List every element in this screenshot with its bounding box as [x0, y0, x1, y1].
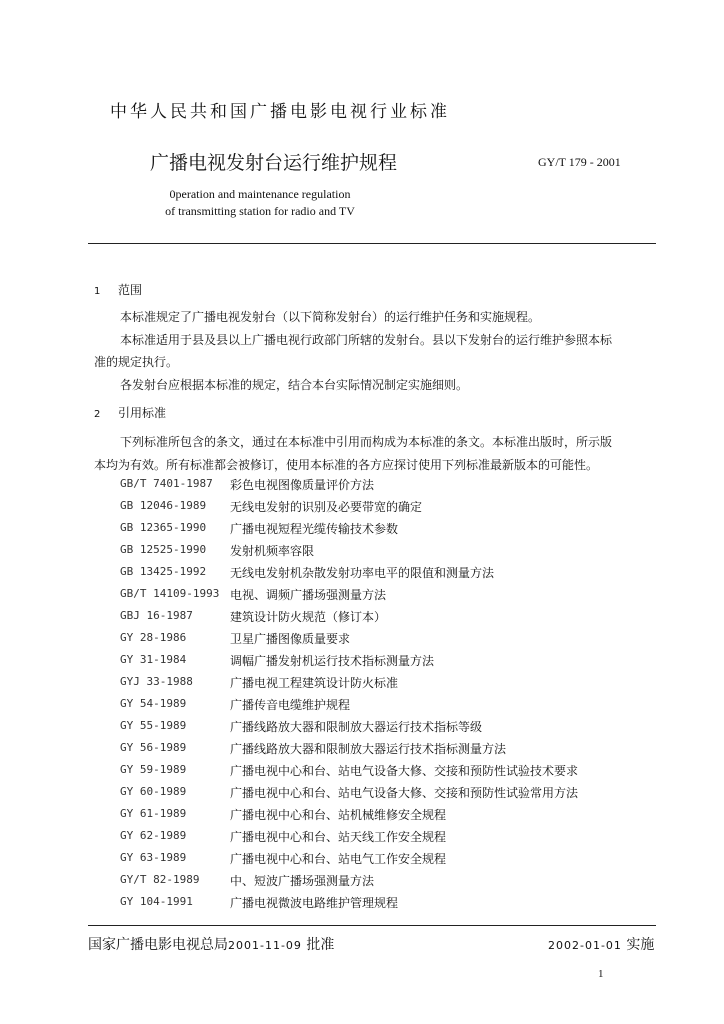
ref-code: GY 54-1989 — [120, 697, 187, 710]
ref-title: 电视、调频广播场强测量方法 — [230, 588, 387, 602]
ref-code: GB/T 14109-1993 — [120, 587, 220, 600]
ref-code: GB 13425-1992 — [120, 565, 207, 578]
document-title: 广播电视发射台运行维护规程 — [150, 152, 398, 174]
ref-title: 广播电视中心和台、站天线工作安全规程 — [230, 830, 447, 844]
ref-code: GYJ 33-1988 — [120, 675, 193, 688]
footer-divider — [88, 925, 656, 926]
ref-title: 广播电视中心和台、站电气工作安全规程 — [230, 852, 447, 866]
section-2-intro-line-1: 下列标准所包含的条文，通过在本标准中引用而构成为本标准的条文。本标准出版时，所示版 — [120, 435, 613, 449]
ref-code: GB 12365-1990 — [120, 521, 207, 534]
approve-date: 2001-11-09 — [228, 939, 302, 952]
ref-title: 无线电发射的识别及必要带宽的确定 — [230, 500, 423, 514]
ref-code: GY 60-1989 — [120, 785, 187, 798]
ref-code: GY 31-1984 — [120, 653, 187, 666]
ref-title: 卫星广播图像质量要求 — [230, 632, 351, 646]
section-1-heading — [94, 281, 142, 298]
ref-code: GY 104-1991 — [120, 895, 193, 908]
ref-code: GY 59-1989 — [120, 763, 187, 776]
ref-code: GY 63-1989 — [120, 851, 187, 864]
ref-title: 广播电视中心和台、站电气设备大修、交接和预防性试验技术要求 — [230, 764, 579, 778]
ref-code: GY 56-1989 — [120, 741, 187, 754]
ref-code: GBJ 16-1987 — [120, 609, 193, 622]
section-1-title: 范围 — [118, 283, 143, 297]
ref-code: GY 61-1989 — [120, 807, 187, 820]
ref-title: 调幅广播发射机运行技术指标测量方法 — [230, 654, 435, 668]
ref-title: 建筑设计防火规范（修订本） — [230, 610, 387, 624]
ref-title: 广播线路放大器和限制放大器运行技术指标测量方法 — [230, 742, 507, 756]
approve-label: 批准 — [306, 937, 335, 953]
section-1-number: 1 — [94, 286, 101, 297]
ref-title: 广播电视中心和台、站机械维修安全规程 — [230, 808, 447, 822]
ref-code: GB/T 7401-1987 — [120, 477, 213, 490]
ref-title: 彩色电视图像质量评价方法 — [230, 478, 375, 492]
ref-code: GB 12046-1989 — [120, 499, 207, 512]
english-title-line1: 0peration and maintenance regulation — [169, 187, 351, 201]
ref-title: 广播传音电缆维护规程 — [230, 698, 351, 712]
ref-title: 广播电视短程光缆传输技术参数 — [230, 522, 399, 536]
section-1-para-2-line-1: 本标准适用于县及县以上广播电视行政部门所辖的发射台。县以下发射台的运行维护参照本标 — [120, 333, 613, 347]
ref-title: 中、短波广播场强测量方法 — [230, 874, 375, 888]
section-2-number: 2 — [94, 409, 101, 420]
ref-title: 广播电视工程建筑设计防火标准 — [230, 676, 399, 690]
ref-title: 广播电视微波电路维护管理规程 — [230, 896, 399, 910]
implementation-date: 2002-01-01 — [548, 939, 622, 952]
section-2-heading — [94, 404, 166, 421]
ref-title: 发射机频率容限 — [230, 544, 315, 558]
issuer: 国家广播电影电视总局 — [88, 937, 228, 953]
header-divider — [88, 243, 656, 244]
ref-code: GY 28-1986 — [120, 631, 187, 644]
ref-code: GY 55-1989 — [120, 719, 187, 732]
section-1-para-1: 本标准规定了广播电视发射台（以下简称发射台）的运行维护任务和实施规程。 — [120, 310, 541, 324]
ref-code: GY 62-1989 — [120, 829, 187, 842]
page-number: 1 — [598, 968, 604, 980]
standard-category: 中华人民共和国广播电影电视行业标准 — [110, 102, 450, 122]
ref-title: 广播电视中心和台、站电气设备大修、交接和预防性试验常用方法 — [230, 786, 579, 800]
implementation-label: 实施 — [626, 937, 655, 953]
section-1-para-2-line-2: 准的规定执行。 — [94, 355, 179, 369]
approval-line — [88, 934, 334, 954]
english-title-line2: of transmitting station for radio and TV — [165, 204, 355, 218]
standard-code: GY/T 179 - 2001 — [538, 155, 621, 169]
section-2-title: 引用标准 — [118, 406, 167, 420]
section-1-para-3: 各发射台应根据本标准的规定，结合本台实际情况制定实施细则。 — [120, 378, 469, 392]
section-2-intro-line-2: 本均为有效。所有标准都会被修订，使用本标准的各方应探讨使用下列标准最新版本的可能性。 — [94, 458, 599, 472]
ref-title: 广播线路放大器和限制放大器运行技术指标等级 — [230, 720, 483, 734]
implementation-line — [548, 934, 654, 954]
ref-code: GY/T 82-1989 — [120, 873, 200, 886]
ref-code: GB 12525-1990 — [120, 543, 207, 556]
ref-title: 无线电发射机杂散发射功率电平的限值和测量方法 — [230, 566, 495, 580]
